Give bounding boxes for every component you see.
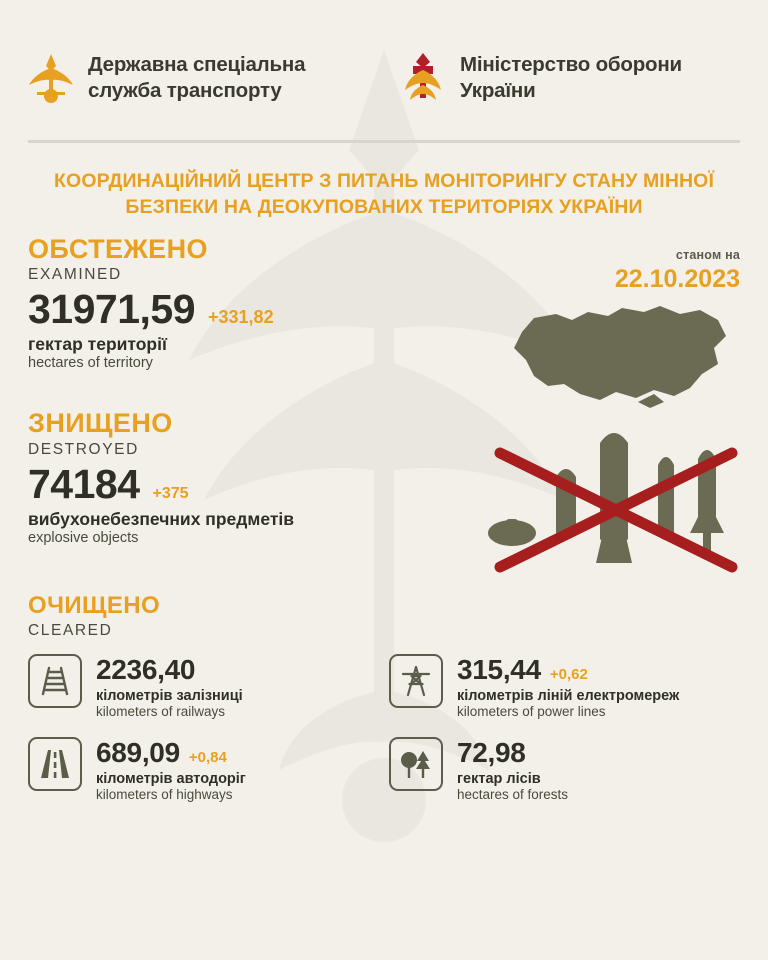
forests-unit-ua: гектар лісів [457, 770, 541, 787]
railway-icon [28, 654, 82, 708]
destroyed-delta: +375 [152, 484, 189, 502]
cleared-item-power-lines [389, 654, 740, 719]
highways-unit-ua: кілометрів автодоріг [96, 770, 246, 787]
date-value: 22.10.2023 [614, 265, 740, 293]
examined-heading-en: EXAMINED [28, 266, 122, 284]
power-line-icon [389, 654, 443, 708]
mod-emblem-icon [400, 52, 446, 104]
examined-value: 31971,59 [28, 286, 196, 333]
org-dsst-label: Державна спеціальна служба транспорту [88, 53, 306, 103]
examined-unit-ua: гектар території [28, 334, 167, 355]
forest-icon [389, 737, 443, 791]
header [28, 0, 740, 104]
cleared-item-forests [389, 737, 740, 802]
power-lines-unit-en: kilometers of power lines [457, 703, 606, 719]
forests-value: 72,98 [457, 736, 526, 768]
cleared-item-highways [28, 737, 379, 802]
org-dsst [28, 52, 400, 104]
date-label: станом на [675, 248, 740, 262]
power-lines-delta: +0,62 [549, 665, 588, 683]
org-mod-label: Міністерство оборони України [460, 53, 682, 103]
examined-delta: +331,82 [208, 307, 274, 328]
dsst-emblem-icon [28, 52, 74, 104]
destroyed-heading-en: DESTROYED [28, 440, 139, 458]
cleared-item-railways [28, 654, 379, 719]
cleared-heading-en: CLEARED [28, 621, 113, 639]
date-block [615, 248, 740, 294]
ukraine-map-icon [504, 290, 734, 420]
stat-cleared [28, 592, 740, 802]
railways-unit-en: kilometers of railways [96, 703, 226, 719]
org-mod [400, 52, 682, 104]
header-divider [28, 140, 740, 143]
crossed-out-ordnance-icon [484, 425, 744, 585]
examined-heading-ua: ОБСТЕЖЕНО [28, 233, 208, 264]
cleared-grid [28, 654, 740, 802]
railways-value: 2236,40 [96, 653, 196, 685]
page-title: КООРДИНАЦІЙНИЙ ЦЕНТР З ПИТАНЬ МОНІТОРИНГУ СТАНУ МІННОЇ БЕЗПЕКИ НА ДЕОКУПОВАНИХ ТЕРИТОРІЯХ УКРАЇНИ [54, 170, 714, 219]
destroyed-heading-ua: ЗНИЩЕНО [28, 408, 173, 439]
highways-delta: +0,84 [188, 748, 227, 766]
destroyed-value: 74184 [28, 460, 140, 507]
power-lines-value: 315,44 [457, 653, 541, 685]
railways-unit-ua: кілометрів залізниці [96, 687, 243, 704]
destroyed-unit-en: explosive objects [28, 529, 139, 546]
cleared-heading-ua: ОЧИЩЕНО [28, 591, 161, 619]
power-lines-unit-ua: кілометрів ліній електромереж [457, 687, 680, 704]
highways-value: 689,09 [96, 736, 180, 768]
highway-icon [28, 737, 82, 791]
highways-unit-en: kilometers of highways [96, 786, 233, 802]
destroyed-unit-ua: вибухонебезпечних предметів [28, 508, 295, 529]
forests-unit-en: hectares of forests [457, 786, 569, 802]
examined-unit-en: hectares of territory [28, 355, 153, 372]
